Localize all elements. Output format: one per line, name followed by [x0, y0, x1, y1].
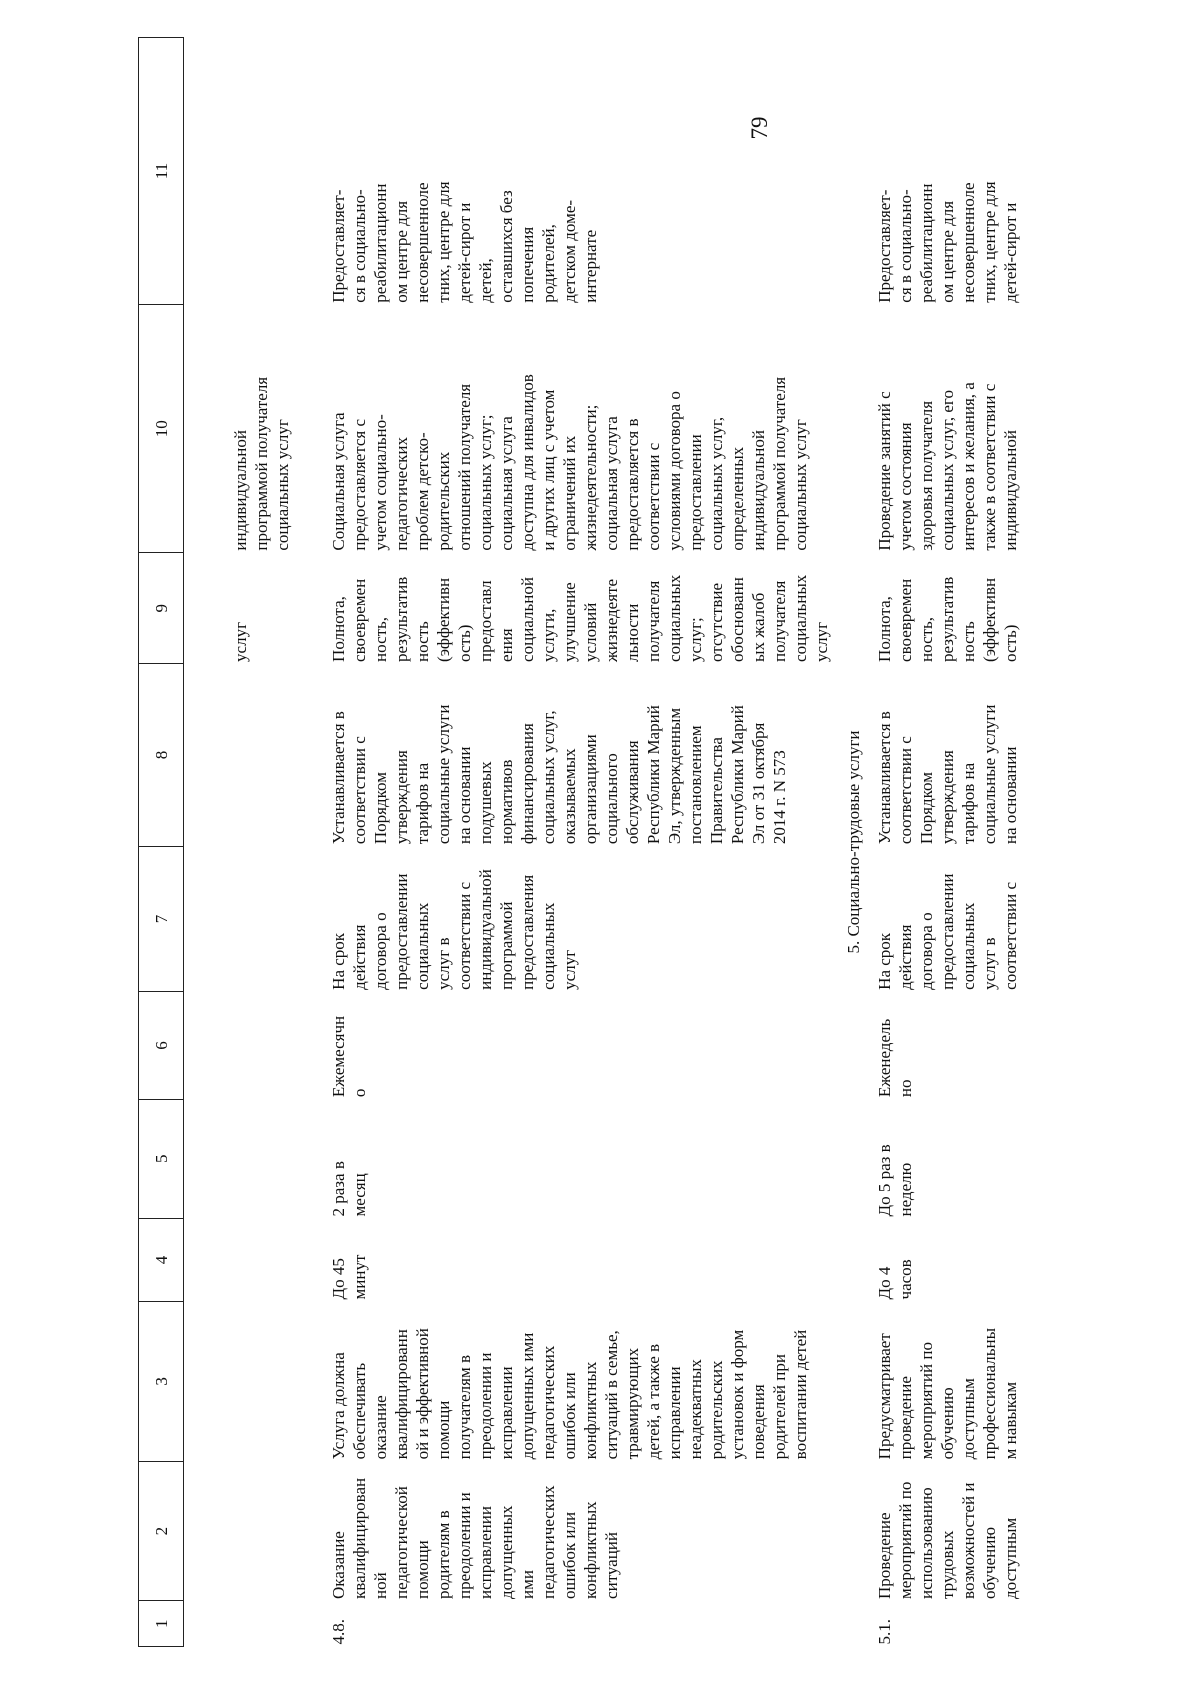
header-col-8: 8 [139, 664, 184, 846]
row-5-1-service-name: Проведение мероприятий по использованию трудовых возможностей и обучению доступным [875, 1481, 1020, 1599]
header-col-2: 2 [139, 1461, 184, 1601]
services-table-rotated [138, 37, 1200, 1647]
row-4-8-provider: Предоставляет- ся в социально- реабилитационн ом центре для несовершенноле тних, центре для детей-сирот и детей, оставшихся без попечения родителей, детском доме- интернате [329, 181, 600, 303]
row-4-8-periodicity: Ежемесячн о [329, 1015, 369, 1098]
page-number: 79 [747, 116, 772, 140]
row-4-8-term: На срок действия договора о предоставлении социальных услуг в соответствии с индивидуальной программой предоставления социальных услуг [329, 869, 579, 990]
table-row-5-1 [874, 38, 1106, 1647]
row-5-1-duration: До 4 часов [875, 1259, 915, 1300]
spacer-row [184, 38, 231, 1647]
row-5-1-tariff: Устанавливается в соответствии с Порядком утверждения тарифов на социальные услуги на основании [875, 704, 1020, 845]
continuation-cell-col-9: услуг [231, 621, 250, 662]
continuation-cell-col-10: индивидуальной программой получателя социальных услуг [231, 376, 292, 551]
section-5-title: 5. Социально-трудовые услуги [843, 730, 863, 954]
header-col-4: 4 [139, 1218, 184, 1301]
header-col-10: 10 [139, 305, 184, 553]
continuation-row [230, 38, 328, 1647]
row-4-8-description: Услуга должна обеспечивать оказание квалифицированн ой и эффективной помощи получателям в преодолении и исправлении допущенных ими педагогических ошибок или конфликтных ситуаций в семье, травмирующих детей, а также в исправлении неадекватных родительских установок и форм поведения родителей при воспитании детей [329, 1328, 810, 1460]
header-col-7: 7 [139, 846, 184, 992]
row-5-1-description: Предусматривает проведение мероприятий по обучению доступным профессиональны м навыкам [875, 1328, 1020, 1460]
row-5-1-provider: Предоставляет- ся в социально- реабилитационн ом центре для несовершенноле тних, центре для детей-сирот и [875, 181, 1020, 303]
section-5-row [832, 38, 874, 1647]
header-col-11: 11 [139, 38, 184, 305]
row-4-8-quality-indicators: Полнота, своевремен ность, результатив ность (эффективн ость) предоставл ения социальной услуги, улучшение условий жизнедеяте льности получателя социальных услуг; отсутствие обоснованн ых жалоб получателя социальных услуг [329, 574, 831, 662]
row-4-8-service-name: Оказание квалифицирован ной педагогической помощи родителям в преодолении и исправлении допущенных ими педагогических ошибок или конфликтных ситуаций [329, 1477, 621, 1599]
header-col-5: 5 [139, 1099, 184, 1218]
row-4-8-conditions: Социальная услуга предоставляется с учетом социально- педагогических проблем детско- родительских отношений получателя социальных услуг; социальная услуга доступна для инвалидов и других лиц с учетом ограничений их жизнедеятельности; социальная услуга предоставляется в соответствии с условиями договора о предоставлении социальных услуг, определенных индивидуальной программой получателя социальных услуг [329, 374, 810, 551]
header-col-9: 9 [139, 553, 184, 664]
header-row [139, 38, 184, 1647]
row-4-8-number: 4.8. [329, 1619, 348, 1645]
row-5-1-conditions: Проведение занятий с учетом состояния здоровья получателя социальных услуг, его интересов и желания, а также в соответствии с индивидуальной [875, 382, 1020, 551]
social-services-table [138, 37, 1106, 1647]
row-4-8-frequency: 2 раза в месяц [329, 1161, 369, 1217]
header-col-6: 6 [139, 992, 184, 1099]
header-col-1: 1 [139, 1601, 184, 1647]
table-row-4-8 [328, 38, 832, 1647]
row-5-1-term: На срок действия договора о предоставлении социальных услуг в соответствии с [875, 873, 1020, 990]
header-col-3: 3 [139, 1301, 184, 1461]
row-5-1-quality-indicators: Полнота, своевремен ность, результатив ность (эффективн ость) [875, 576, 1020, 662]
row-4-8-tariff: Устанавливается в соответствии с Порядком утверждения тарифов на социальные услуги на основании подушевых нормативов финансирования социальных услуг, оказываемых организациями социального обслуживания Республики Марий Эл, утвержденным постановлением Правительства Республики Марий Эл от 31 октября 2014 г. N 573 [329, 704, 789, 845]
row-5-1-frequency: До 5 раз в неделю [875, 1144, 915, 1217]
row-5-1-periodicity: Еженедель но [875, 1018, 915, 1098]
row-5-1-number: 5.1. [875, 1619, 894, 1645]
row-4-8-duration: До 45 минут [329, 1254, 369, 1300]
